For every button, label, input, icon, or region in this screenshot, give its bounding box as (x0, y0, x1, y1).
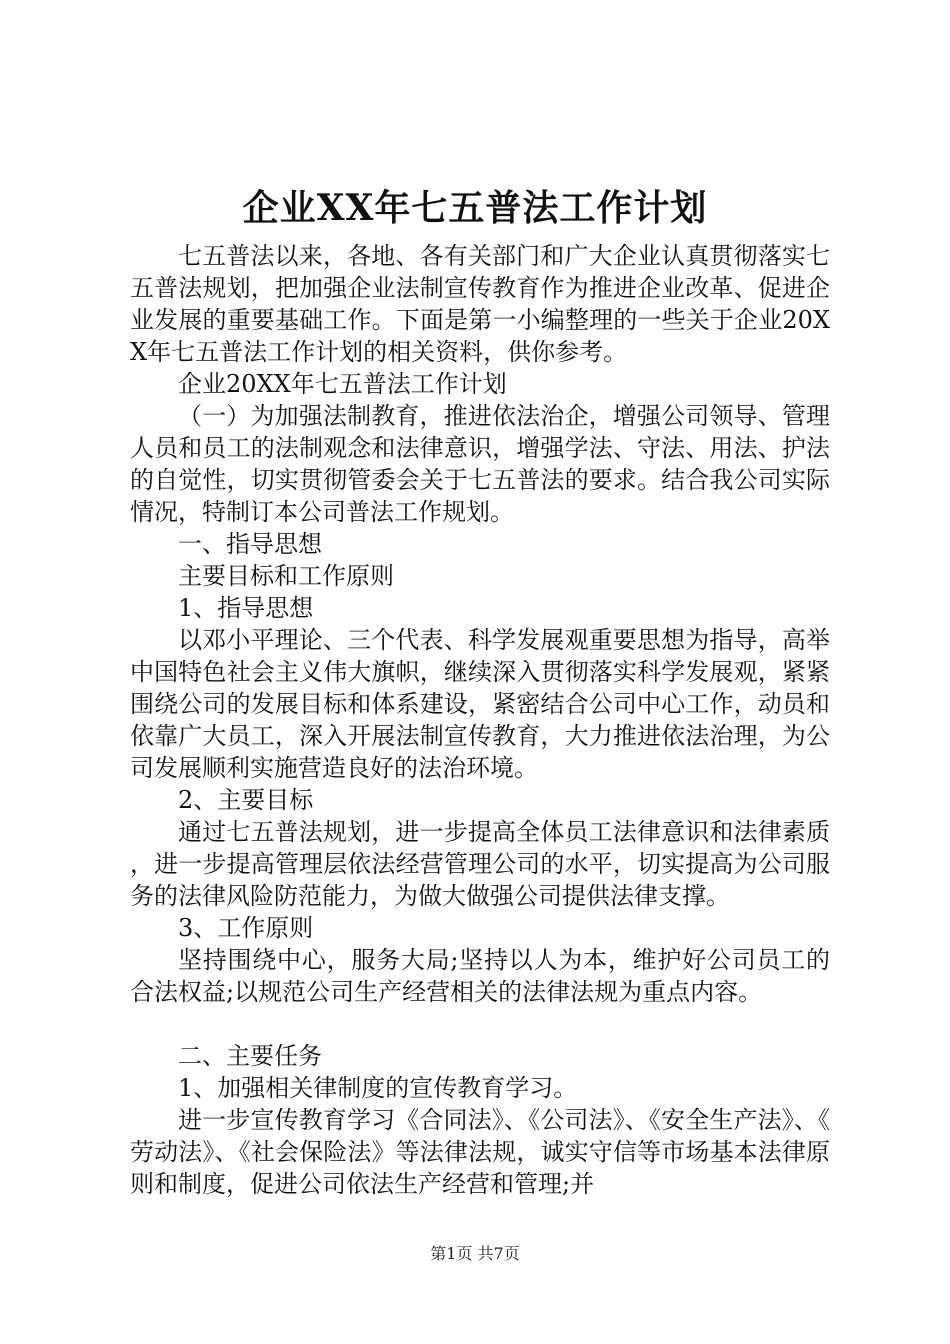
heading-work-principles: 3、工作原则 (178, 914, 314, 942)
heading-task-1: 1、加强相关律制度的宣传教育学习。 (178, 1074, 578, 1102)
paragraph-plan-heading: 企业20XX年七五普法工作计划 (178, 370, 507, 398)
document-title: 企业XX年七五普法工作计划 (242, 187, 708, 229)
heading-main-tasks: 二、主要任务 (178, 1042, 322, 1070)
paragraph-task-1: 进一步宣传教育学习《合同法》、《公司法》、《安全生产法》、《劳动法》、《社会保险法》等法律法规，诚实守信等市场基本法律原则和制度，促进公司依法生产经营和管理;并 (130, 1106, 830, 1198)
paragraph-guiding-thought: 以邓小平理论、三个代表、科学发展观重要思想为指导，高举中国特色社会主义伟大旗帜，继续深入贯彻落实科学发展观，紧紧围绕公司的发展目标和体系建设，紧密结合公司中心工作，动员和依靠广大员工，深入开展法制宣传教育，大力推进依法治理，为公司发展顺利实施营造良好的法治环境。 (130, 626, 830, 782)
heading-guiding-thought-1: 1、指导思想 (178, 594, 314, 622)
paragraph-work-principles: 坚持围绕中心，服务大局;坚持以人为本，维护好公司员工的合法权益;以规范公司生产经营相关的法律法规为重点内容。 (130, 946, 830, 1006)
page-number-footer: 第1页 共7页 (430, 1244, 520, 1263)
blank-line (130, 1008, 830, 1040)
heading-goals-principles: 主要目标和工作原则 (178, 562, 394, 590)
heading-guiding-thought: 一、指导思想 (178, 530, 322, 558)
paragraph-main-goals: 通过七五普法规划，进一步提高全体员工法律意识和法律素质，进一步提高管理层依法经营管理公司的水平，切实提高为公司服务的法律风险防范能力，为做大做强公司提供法律支撑。 (130, 818, 830, 910)
paragraph-intro: 七五普法以来，各地、各有关部门和广大企业认真贯彻落实七五普法规划，把加强企业法制宣传教育作为推进企业改革、促进企业发展的重要基础工作。下面是第一小编整理的一些关于企业20XX年七五普法工作计划的相关资料，供你参考。 (130, 242, 830, 366)
document-body (130, 240, 830, 1200)
paragraph-section-one: （一）为加强法制教育，推进依法治企，增强公司领导、管理人员和员工的法制观念和法律意识，增强学法、守法、用法、护法的自觉性，切实贯彻管委会关于七五普法的要求。结合我公司实际情况，特制订本公司普法工作规划。 (130, 402, 830, 526)
heading-main-goals: 2、主要目标 (178, 786, 314, 814)
